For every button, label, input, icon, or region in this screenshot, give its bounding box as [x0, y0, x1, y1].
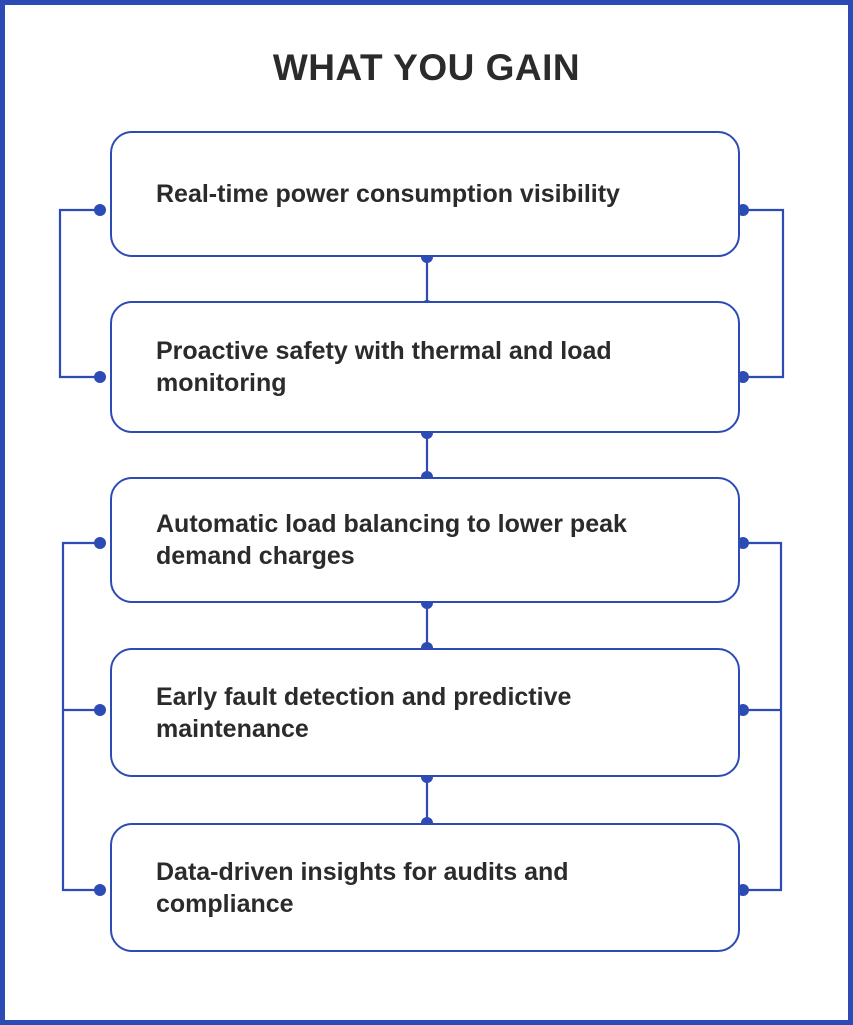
list-item-label: Data-driven insights for audits and compliance	[156, 857, 569, 918]
page-title: WHAT YOU GAIN	[272, 47, 581, 88]
list-item[interactable]	[110, 301, 740, 433]
list-item[interactable]	[110, 823, 740, 952]
list-item[interactable]	[110, 648, 740, 777]
list-item-label: Real-time power consumption visibility	[156, 180, 620, 208]
list-item[interactable]	[110, 477, 740, 603]
list-item-label: Early fault detection and predictive maintenance	[156, 682, 572, 743]
list-item-label: Proactive safety with thermal and load monitoring	[156, 337, 612, 397]
list-item[interactable]	[110, 131, 740, 257]
list-item-label: Automatic load balancing to lower peak demand charges	[156, 510, 627, 570]
